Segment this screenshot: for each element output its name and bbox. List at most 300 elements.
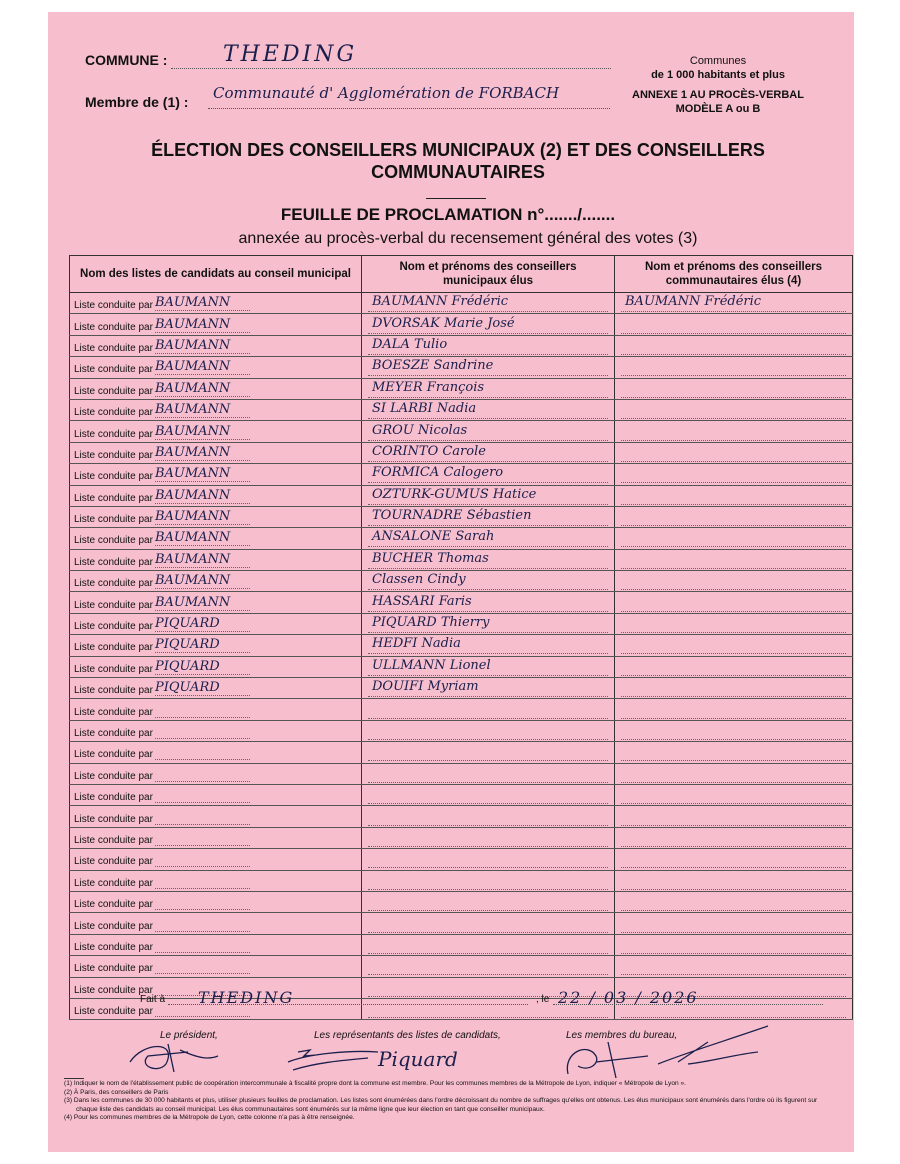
list-leader: BAUMANN [155, 338, 250, 354]
communautaire-name [621, 701, 846, 719]
row-prefix: Liste conduite par [74, 578, 153, 590]
communautaire-name: BAUMANN Frédéric [621, 294, 846, 312]
municipal-cell [362, 913, 615, 934]
row-prefix: Liste conduite par [74, 535, 153, 547]
president-signature [130, 1044, 218, 1072]
list-leader: BAUMANN [155, 573, 250, 589]
communautaire-name [621, 316, 846, 334]
list-cell [70, 293, 362, 314]
communautaire-cell [615, 506, 853, 527]
list-cell [70, 870, 362, 891]
communautaire-name [621, 765, 846, 783]
le-value: 22 / 03 / 2026 [558, 988, 699, 1007]
communautaire-name [621, 529, 846, 547]
communautaire-name [621, 808, 846, 826]
list-leader: BAUMANN [155, 317, 250, 333]
municipal-cell [362, 870, 615, 891]
list-cell [70, 913, 362, 934]
list-leader: BAUMANN [155, 488, 250, 504]
list-leader [155, 916, 250, 932]
list-leader [155, 894, 250, 910]
footnote: (4) Pour les communes membres de la Métropole de Lyon, cette colonne n'a pas à être renseignée. [64, 1114, 355, 1122]
municipal-name: BOESZE Sandrine [368, 358, 608, 376]
municipal-name: MEYER François [368, 380, 608, 398]
communautaire-name [621, 893, 846, 911]
communautaire-name [621, 423, 846, 441]
table-row [70, 528, 853, 549]
list-leader: BAUMANN [155, 445, 250, 461]
communautaire-cell [615, 314, 853, 335]
municipal-name: FORMICA Calogero [368, 465, 608, 483]
communautaire-cell [615, 442, 853, 463]
municipal-name: Classen Cindy [368, 572, 608, 590]
list-cell [70, 464, 362, 485]
communautaire-name [621, 380, 846, 398]
list-leader: PIQUARD [155, 680, 250, 696]
row-prefix: Liste conduite par [74, 792, 153, 804]
municipal-cell [362, 678, 615, 699]
municipal-cell [362, 635, 615, 656]
communautaire-name [621, 722, 846, 740]
list-cell [70, 956, 362, 977]
communautaire-cell [615, 656, 853, 677]
table-body [70, 293, 853, 1020]
list-leader: BAUMANN [155, 552, 250, 568]
signatures [48, 1022, 854, 1082]
communautaire-cell [615, 613, 853, 634]
communautaire-cell [615, 956, 853, 977]
communautaire-cell [615, 891, 853, 912]
communautaire-name [621, 337, 846, 355]
president-label: Le président, [160, 1030, 218, 1041]
row-prefix: Liste conduite par [74, 663, 153, 675]
communautaire-cell [615, 763, 853, 784]
list-cell [70, 763, 362, 784]
communautaire-cell [615, 464, 853, 485]
communautaire-cell [615, 549, 853, 570]
municipal-name [368, 722, 608, 740]
communautaire-name [621, 487, 846, 505]
row-prefix: Liste conduite par [74, 364, 153, 376]
row-prefix: Liste conduite par [74, 449, 153, 461]
row-prefix: Liste conduite par [74, 514, 153, 526]
communautaire-cell [615, 485, 853, 506]
table-row [70, 635, 853, 656]
row-prefix: Liste conduite par [74, 984, 153, 996]
row-prefix: Liste conduite par [74, 385, 153, 397]
row-prefix: Liste conduite par [74, 1006, 153, 1018]
list-leader: BAUMANN [155, 424, 250, 440]
municipal-name: DALA Tulio [368, 337, 608, 355]
list-leader [155, 766, 250, 782]
annexe-pv: ANNEXE 1 AU PROCÈS-VERBAL [632, 89, 804, 101]
row-prefix: Liste conduite par [74, 899, 153, 911]
communautaire-cell [615, 635, 853, 656]
municipal-name [368, 893, 608, 911]
table-row [70, 442, 853, 463]
fait-label: Fait à [140, 994, 166, 1005]
list-cell [70, 656, 362, 677]
list-cell [70, 528, 362, 549]
communautaire-cell [615, 571, 853, 592]
communautaire-name [621, 957, 846, 975]
row-prefix: Liste conduite par [74, 920, 153, 932]
list-leader: BAUMANN [155, 530, 250, 546]
municipal-name: DOUIFI Myriam [368, 679, 608, 697]
communautaire-cell [615, 399, 853, 420]
municipal-cell [362, 827, 615, 848]
list-leader: BAUMANN [155, 359, 250, 375]
municipal-name: SI LARBI Nadia [368, 401, 608, 419]
row-prefix: Liste conduite par [74, 813, 153, 825]
row-prefix: Liste conduite par [74, 706, 153, 718]
municipal-cell [362, 442, 615, 463]
table-row [70, 742, 853, 763]
list-leader: BAUMANN [155, 295, 250, 311]
commune-value: THEDING [223, 42, 358, 67]
le-label: , le [536, 994, 550, 1005]
list-leader [155, 723, 250, 739]
municipal-cell [362, 335, 615, 356]
list-cell [70, 635, 362, 656]
election-title [108, 139, 808, 183]
header-communautaires: Nom et prénoms des conseillers communautaires élus (4) [615, 256, 853, 293]
list-cell [70, 934, 362, 955]
communautaire-cell [615, 784, 853, 805]
municipal-name [368, 765, 608, 783]
table-row [70, 506, 853, 527]
communautaire-name [621, 508, 846, 526]
row-prefix: Liste conduite par [74, 856, 153, 868]
list-cell [70, 592, 362, 613]
municipal-name: BAUMANN Frédéric [368, 294, 608, 312]
row-prefix: Liste conduite par [74, 642, 153, 654]
communautaire-cell [615, 806, 853, 827]
annexe-modele: MODÈLE A ou B [675, 103, 761, 115]
communautaire-cell [615, 678, 853, 699]
list-leader: PIQUARD [155, 637, 250, 653]
communautaire-name [621, 594, 846, 612]
municipal-name [368, 850, 608, 868]
list-cell [70, 421, 362, 442]
table-row [70, 592, 853, 613]
annexee-subtitle: annexée au procès-verbal du recensement général des votes (3) [238, 230, 698, 247]
table-row [70, 549, 853, 570]
table-row [70, 464, 853, 485]
membre-value: Communauté d' Agglomération de FORBACH [213, 84, 560, 102]
footnote: (2) À Paris, des conseillers de Paris [64, 1088, 169, 1096]
row-prefix: Liste conduite par [74, 407, 153, 419]
table-row [70, 293, 853, 314]
municipal-cell [362, 485, 615, 506]
annexe-communes: Communes [689, 55, 747, 67]
membre-signature-2 [658, 1026, 768, 1064]
municipal-name [368, 743, 608, 761]
row-prefix: Liste conduite par [74, 428, 153, 440]
list-cell [70, 506, 362, 527]
list-leader: BAUMANN [155, 466, 250, 482]
municipal-name: BUCHER Thomas [368, 551, 608, 569]
commune-line [171, 68, 611, 69]
municipal-cell [362, 656, 615, 677]
communautaire-name [621, 786, 846, 804]
representant-signature-1 [288, 1050, 378, 1070]
footnotes [64, 1080, 834, 1123]
municipal-cell [362, 720, 615, 741]
list-leader [155, 937, 250, 953]
table-row [70, 485, 853, 506]
table-row [70, 314, 853, 335]
list-cell [70, 442, 362, 463]
list-leader [155, 787, 250, 803]
table-row [70, 357, 853, 378]
list-cell [70, 399, 362, 420]
table-row [70, 571, 853, 592]
footnote-separator [64, 1078, 84, 1079]
municipal-name: DVORSAK Marie José [368, 316, 608, 334]
list-cell [70, 806, 362, 827]
list-leader: PIQUARD [155, 616, 250, 632]
representants-label: Les représentants des listes de candidats, [314, 1030, 501, 1041]
list-cell [70, 549, 362, 570]
communautaire-name [621, 658, 846, 676]
list-cell [70, 849, 362, 870]
communautaire-name [621, 358, 846, 376]
row-prefix: Liste conduite par [74, 963, 153, 975]
elected-table [69, 255, 853, 1020]
communautaire-cell [615, 827, 853, 848]
communautaire-cell [615, 335, 853, 356]
list-leader [155, 809, 250, 825]
header-municipaux: Nom et prénoms des conseillers municipaux élus [362, 256, 615, 293]
row-prefix: Liste conduite par [74, 342, 153, 354]
communautaire-cell [615, 870, 853, 891]
title-line-1: ÉLECTION DES CONSEILLERS MUNICIPAUX (2) ET DES CONSEILLERS [151, 140, 765, 160]
list-cell [70, 485, 362, 506]
table-row [70, 335, 853, 356]
municipal-cell [362, 849, 615, 870]
table-row [70, 849, 853, 870]
row-prefix: Liste conduite par [74, 834, 153, 846]
footnote: (1) Indiquer le nom de l'établissement public de coopération intercommunale à fiscalité propre dont la commune est membre. Pour les communes membres de la Métropole de Lyon, indiquer « Métropole de Lyon ». [64, 1080, 687, 1087]
municipal-name: ULLMANN Lionel [368, 658, 608, 676]
table-row [70, 699, 853, 720]
municipal-cell [362, 763, 615, 784]
communautaire-name [621, 444, 846, 462]
municipal-name: ANSALONE Sarah [368, 529, 608, 547]
title-separator [426, 198, 486, 199]
communautaire-name [621, 551, 846, 569]
communautaire-name [621, 636, 846, 654]
list-cell [70, 720, 362, 741]
annexe-box [608, 54, 828, 116]
table-row [70, 421, 853, 442]
municipal-cell [362, 613, 615, 634]
municipal-cell [362, 378, 615, 399]
table-row [70, 891, 853, 912]
municipal-cell [362, 571, 615, 592]
municipal-cell [362, 891, 615, 912]
representant-signature-2: Piquard [378, 1047, 458, 1071]
table-header-row [70, 256, 853, 293]
list-leader [155, 702, 250, 718]
municipal-name [368, 786, 608, 804]
table-row [70, 656, 853, 677]
table-row [70, 806, 853, 827]
list-leader [155, 830, 250, 846]
membre-signature-1 [567, 1042, 648, 1078]
municipal-cell [362, 806, 615, 827]
communautaire-name [621, 872, 846, 890]
fait-value: THEDING [198, 988, 295, 1007]
row-prefix: Liste conduite par [74, 749, 153, 761]
municipal-name: HEDFI Nadia [368, 636, 608, 654]
municipal-name [368, 957, 608, 975]
municipal-name: TOURNADRE Sébastien [368, 508, 608, 526]
municipal-cell [362, 742, 615, 763]
communautaire-cell [615, 592, 853, 613]
title-line-2: COMMUNAUTAIRES [371, 162, 545, 182]
list-cell [70, 678, 362, 699]
communautaire-name [621, 936, 846, 954]
communautaire-cell [615, 913, 853, 934]
communautaire-cell [615, 357, 853, 378]
list-leader [155, 851, 250, 867]
row-prefix: Liste conduite par [74, 728, 153, 739]
table-row [70, 870, 853, 891]
row-prefix: Liste conduite par [74, 621, 153, 633]
list-leader: BAUMANN [155, 381, 250, 397]
list-cell [70, 357, 362, 378]
list-leader [155, 958, 250, 974]
municipal-cell [362, 784, 615, 805]
table-row [70, 613, 853, 634]
row-prefix: Liste conduite par [74, 471, 153, 483]
feuille-title: FEUILLE DE PROCLAMATION n°......./....... [280, 205, 616, 224]
table-row [70, 956, 853, 977]
list-cell [70, 571, 362, 592]
table-row [70, 977, 853, 998]
row-prefix: Liste conduite par [74, 300, 153, 312]
list-leader [155, 744, 250, 760]
header-listes: Nom des listes de candidats au conseil municipal [70, 256, 362, 293]
municipal-cell [362, 592, 615, 613]
table-row [70, 827, 853, 848]
annexe-habitants: de 1 000 habitants et plus [651, 69, 785, 81]
communautaire-cell [615, 421, 853, 442]
municipal-cell [362, 357, 615, 378]
municipal-name [368, 936, 608, 954]
row-prefix: Liste conduite par [74, 321, 153, 333]
municipal-cell [362, 506, 615, 527]
communautaire-cell [615, 699, 853, 720]
communautaire-name [621, 743, 846, 761]
municipal-cell [362, 464, 615, 485]
municipal-name [368, 701, 608, 719]
municipal-name: HASSARI Faris [368, 594, 608, 612]
communautaire-name [621, 679, 846, 697]
communautaire-cell [615, 934, 853, 955]
municipal-cell [362, 293, 615, 314]
municipal-cell [362, 699, 615, 720]
proclamation-sheet [48, 12, 854, 1152]
municipal-cell [362, 314, 615, 335]
communautaire-cell [615, 293, 853, 314]
table-row [70, 378, 853, 399]
municipal-cell [362, 399, 615, 420]
communautaire-name [621, 829, 846, 847]
list-cell [70, 784, 362, 805]
municipal-cell [362, 549, 615, 570]
row-prefix: Liste conduite par [74, 492, 153, 504]
list-leader [155, 873, 250, 889]
communautaire-cell [615, 849, 853, 870]
table-row [70, 720, 853, 741]
communautaire-name [621, 572, 846, 590]
municipal-cell [362, 528, 615, 549]
list-cell [70, 613, 362, 634]
membre-line [208, 108, 610, 109]
communautaire-cell [615, 378, 853, 399]
communautaire-cell [615, 742, 853, 763]
communautaire-cell [615, 528, 853, 549]
municipal-name [368, 915, 608, 933]
row-prefix: Liste conduite par [74, 599, 153, 611]
municipal-cell [362, 934, 615, 955]
communautaire-name [621, 401, 846, 419]
footnote: (3) Dans les communes de 30 000 habitants et plus, utiliser plusieurs feuilles de proclamation. Les listes sont énumérées dans l'ordre décroissant du nombre de suffrages qu'elles ont obtenus. Les élus municipaux sont énumérés dans l'ordre où ils figurent sur chaque liste des candidats au conseil municipal. Les élus communautaires sont énumérés sur la même ligne que leur élection en tant que conseiller municipaux. [64, 1097, 818, 1113]
municipal-name: OZTURK-GUMUS Hatice [368, 487, 608, 505]
table-row [70, 784, 853, 805]
communautaire-name [621, 465, 846, 483]
table-row [70, 998, 853, 1019]
list-cell [70, 335, 362, 356]
municipal-name [368, 872, 608, 890]
table-row [70, 913, 853, 934]
list-cell [70, 742, 362, 763]
list-cell [70, 378, 362, 399]
municipal-name: CORINTO Carole [368, 444, 608, 462]
municipal-name: GROU Nicolas [368, 423, 608, 441]
membres-label: Les membres du bureau, [566, 1030, 678, 1041]
row-prefix: Liste conduite par [74, 877, 153, 889]
municipal-cell [362, 956, 615, 977]
municipal-name [368, 829, 608, 847]
commune-label: COMMUNE : [85, 52, 168, 68]
row-prefix: Liste conduite par [74, 556, 153, 568]
table-row [70, 934, 853, 955]
communautaire-name [621, 915, 846, 933]
communautaire-name [621, 615, 846, 633]
list-leader: PIQUARD [155, 659, 250, 675]
row-prefix: Liste conduite par [74, 770, 153, 782]
list-leader: BAUMANN [155, 509, 250, 525]
communautaire-name [621, 850, 846, 868]
list-cell [70, 891, 362, 912]
communautaire-cell [615, 720, 853, 741]
list-leader: BAUMANN [155, 402, 250, 418]
row-prefix: Liste conduite par [74, 941, 153, 953]
table-row [70, 399, 853, 420]
table-row [70, 763, 853, 784]
table-row [70, 678, 853, 699]
municipal-name [368, 808, 608, 826]
municipal-name: PIQUARD Thierry [368, 615, 608, 633]
list-leader: BAUMANN [155, 595, 250, 611]
list-cell [70, 827, 362, 848]
membre-label: Membre de (1) : [85, 94, 189, 110]
list-cell [70, 699, 362, 720]
